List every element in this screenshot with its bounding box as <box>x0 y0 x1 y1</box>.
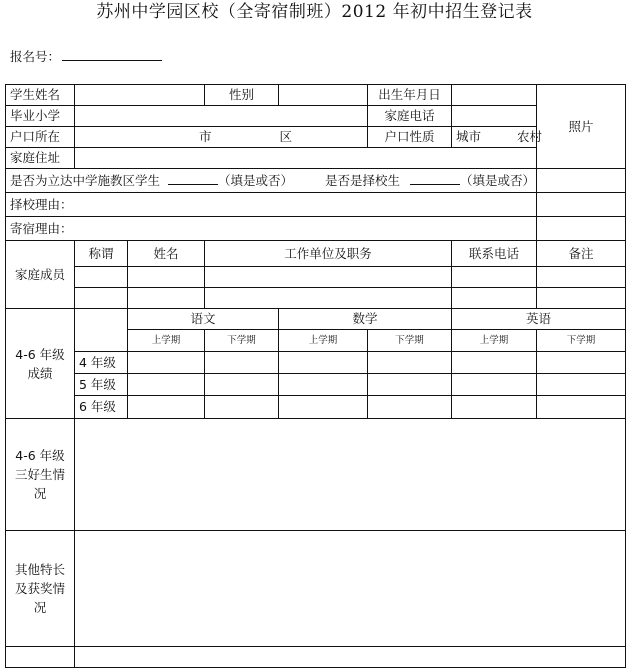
grades-corner-cell <box>75 309 128 352</box>
grade-cell[interactable] <box>537 352 626 374</box>
grade-cell[interactable] <box>279 396 368 419</box>
family-members-label: 家庭成员 <box>6 241 75 309</box>
family-cell[interactable] <box>452 288 537 309</box>
registration-number <box>10 47 162 65</box>
subject-chinese: 语文 <box>128 309 279 330</box>
family-cell[interactable] <box>205 288 452 309</box>
grade-cell[interactable] <box>452 352 537 374</box>
home-address-field[interactable] <box>75 148 537 169</box>
home-phone-field[interactable] <box>452 106 537 127</box>
family-header-employer: 工作单位及职务 <box>205 241 452 267</box>
grades-label: 4-6 年级成绩 <box>6 309 75 419</box>
photo-box[interactable] <box>537 85 626 169</box>
registration-number-field[interactable] <box>62 48 162 61</box>
term-second: 下学期 <box>537 330 626 352</box>
gender-field[interactable] <box>279 85 368 106</box>
grade-cell[interactable] <box>128 374 205 396</box>
footer-cell <box>75 647 626 668</box>
grade-cell[interactable] <box>279 374 368 396</box>
lida-fill-hint: （填是或否） <box>218 173 294 188</box>
grade-cell[interactable] <box>128 396 205 419</box>
form-title: 苏州中学园区校（全寄宿制班）2012 年初中招生登记表 <box>96 2 533 22</box>
family-cell[interactable] <box>452 267 537 288</box>
district-text: 区 <box>279 129 293 144</box>
city-text: 市 <box>199 129 212 144</box>
family-cell[interactable] <box>537 267 626 288</box>
student-name-field[interactable] <box>75 85 205 106</box>
grade-cell[interactable] <box>205 352 279 374</box>
student-name-label: 学生姓名 <box>6 85 75 106</box>
family-header-name: 姓名 <box>128 241 205 267</box>
term-first: 上学期 <box>452 330 537 352</box>
primary-school-field[interactable] <box>75 106 368 127</box>
registration-form-table <box>5 84 626 668</box>
grade-row-label: 6 年级 <box>75 396 128 419</box>
empty-cell <box>537 169 626 193</box>
choose-reason-field[interactable] <box>6 193 537 217</box>
grade-row-label: 5 年级 <box>75 374 128 396</box>
hukou-location-field[interactable] <box>75 127 368 148</box>
home-phone-label: 家庭电话 <box>368 106 452 127</box>
choose-school-answer[interactable] <box>410 173 460 185</box>
family-cell[interactable] <box>75 288 128 309</box>
choose-fill-hint: （填是或否） <box>460 173 536 188</box>
family-header-phone: 联系电话 <box>452 241 537 267</box>
family-cell[interactable] <box>128 288 205 309</box>
grade-cell[interactable] <box>368 352 452 374</box>
subject-english: 英语 <box>452 309 626 330</box>
hukou-type-field[interactable] <box>452 127 543 148</box>
home-address-label: 家庭住址 <box>6 148 75 169</box>
school-district-row <box>6 169 537 193</box>
grade-cell[interactable] <box>368 396 452 419</box>
hukou-type-label: 户口性质 <box>368 127 452 148</box>
subject-math: 数学 <box>279 309 452 330</box>
footer-cell <box>6 647 75 668</box>
choose-reason-label: 择校理由： <box>10 196 73 212</box>
gender-label: 性别 <box>205 85 279 106</box>
term-first: 上学期 <box>279 330 368 352</box>
family-cell[interactable] <box>537 288 626 309</box>
birth-date-label: 出生年月日 <box>368 85 452 106</box>
birth-date-field[interactable] <box>452 85 537 106</box>
primary-school-label: 毕业小学 <box>6 106 75 127</box>
photo-label: 照片 <box>568 118 594 134</box>
family-cell[interactable] <box>205 267 452 288</box>
talents-awards-label: 其他特长及获奖情况 <box>6 531 75 647</box>
grade-cell[interactable] <box>205 374 279 396</box>
merit-student-label: 4-6 年级三好生情况 <box>6 419 75 531</box>
grade-cell[interactable] <box>452 374 537 396</box>
term-first: 上学期 <box>128 330 205 352</box>
grade-cell[interactable] <box>452 396 537 419</box>
rural-option[interactable]: 农村 <box>517 129 543 144</box>
empty-cell <box>537 217 626 241</box>
grade-cell[interactable] <box>279 352 368 374</box>
grade-cell[interactable] <box>128 352 205 374</box>
family-header-notes: 备注 <box>537 241 626 267</box>
board-reason-label: 寄宿理由： <box>10 220 73 236</box>
term-second: 下学期 <box>205 330 279 352</box>
grade-cell[interactable] <box>537 396 626 419</box>
registration-number-label: 报名号： <box>10 49 61 64</box>
talents-awards-field[interactable] <box>75 531 626 647</box>
lida-district-question: 是否为立达中学施教区学生 <box>10 173 161 188</box>
family-cell[interactable] <box>75 267 128 288</box>
board-reason-field[interactable] <box>6 217 537 241</box>
lida-district-answer[interactable] <box>168 173 218 185</box>
family-cell[interactable] <box>128 267 205 288</box>
merit-student-field[interactable] <box>75 419 626 531</box>
grade-row-label: 4 年级 <box>75 352 128 374</box>
grade-cell[interactable] <box>368 374 452 396</box>
grade-cell[interactable] <box>205 396 279 419</box>
empty-cell <box>537 193 626 217</box>
grade-cell[interactable] <box>537 374 626 396</box>
family-header-relation: 称谓 <box>75 241 128 267</box>
hukou-location-label: 户口所在 <box>6 127 75 148</box>
term-second: 下学期 <box>368 330 452 352</box>
choose-school-question: 是否是择校生 <box>325 173 401 188</box>
urban-option[interactable]: 城市 <box>456 129 482 144</box>
